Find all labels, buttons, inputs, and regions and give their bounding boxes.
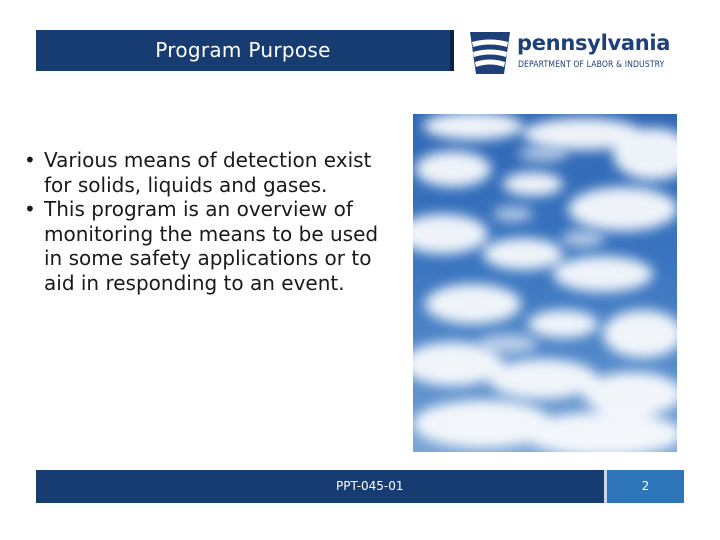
bullet-item [24, 197, 396, 295]
slide-title: Program Purpose [155, 38, 331, 62]
bullet-dot-icon: • [24, 197, 36, 221]
keystone-logo-icon [468, 30, 512, 76]
bullet-text: This program is an overview of monitoring the means to be used in some safety applications or to aid in responding to an event. [44, 197, 379, 295]
page-number: 2 [641, 479, 650, 493]
sky-clouds-photo [413, 114, 677, 452]
footer-course-code: PPT-045-01 [336, 479, 404, 493]
logo-wordmark: pennsylvania [517, 31, 671, 55]
logo-department: DEPARTMENT OF LABOR & INDUSTRY [518, 60, 665, 70]
clouds-illustration [413, 114, 677, 452]
bullet-text: Various means of detection exist for solids, liquids and gases. [44, 148, 372, 197]
pa-labor-logo [468, 30, 698, 76]
footer-bar [36, 470, 604, 503]
bullet-dot-icon: • [24, 148, 36, 172]
page-number-box [604, 470, 684, 503]
title-bar [36, 30, 454, 71]
bullet-item [24, 148, 396, 197]
bullet-list [24, 148, 396, 295]
